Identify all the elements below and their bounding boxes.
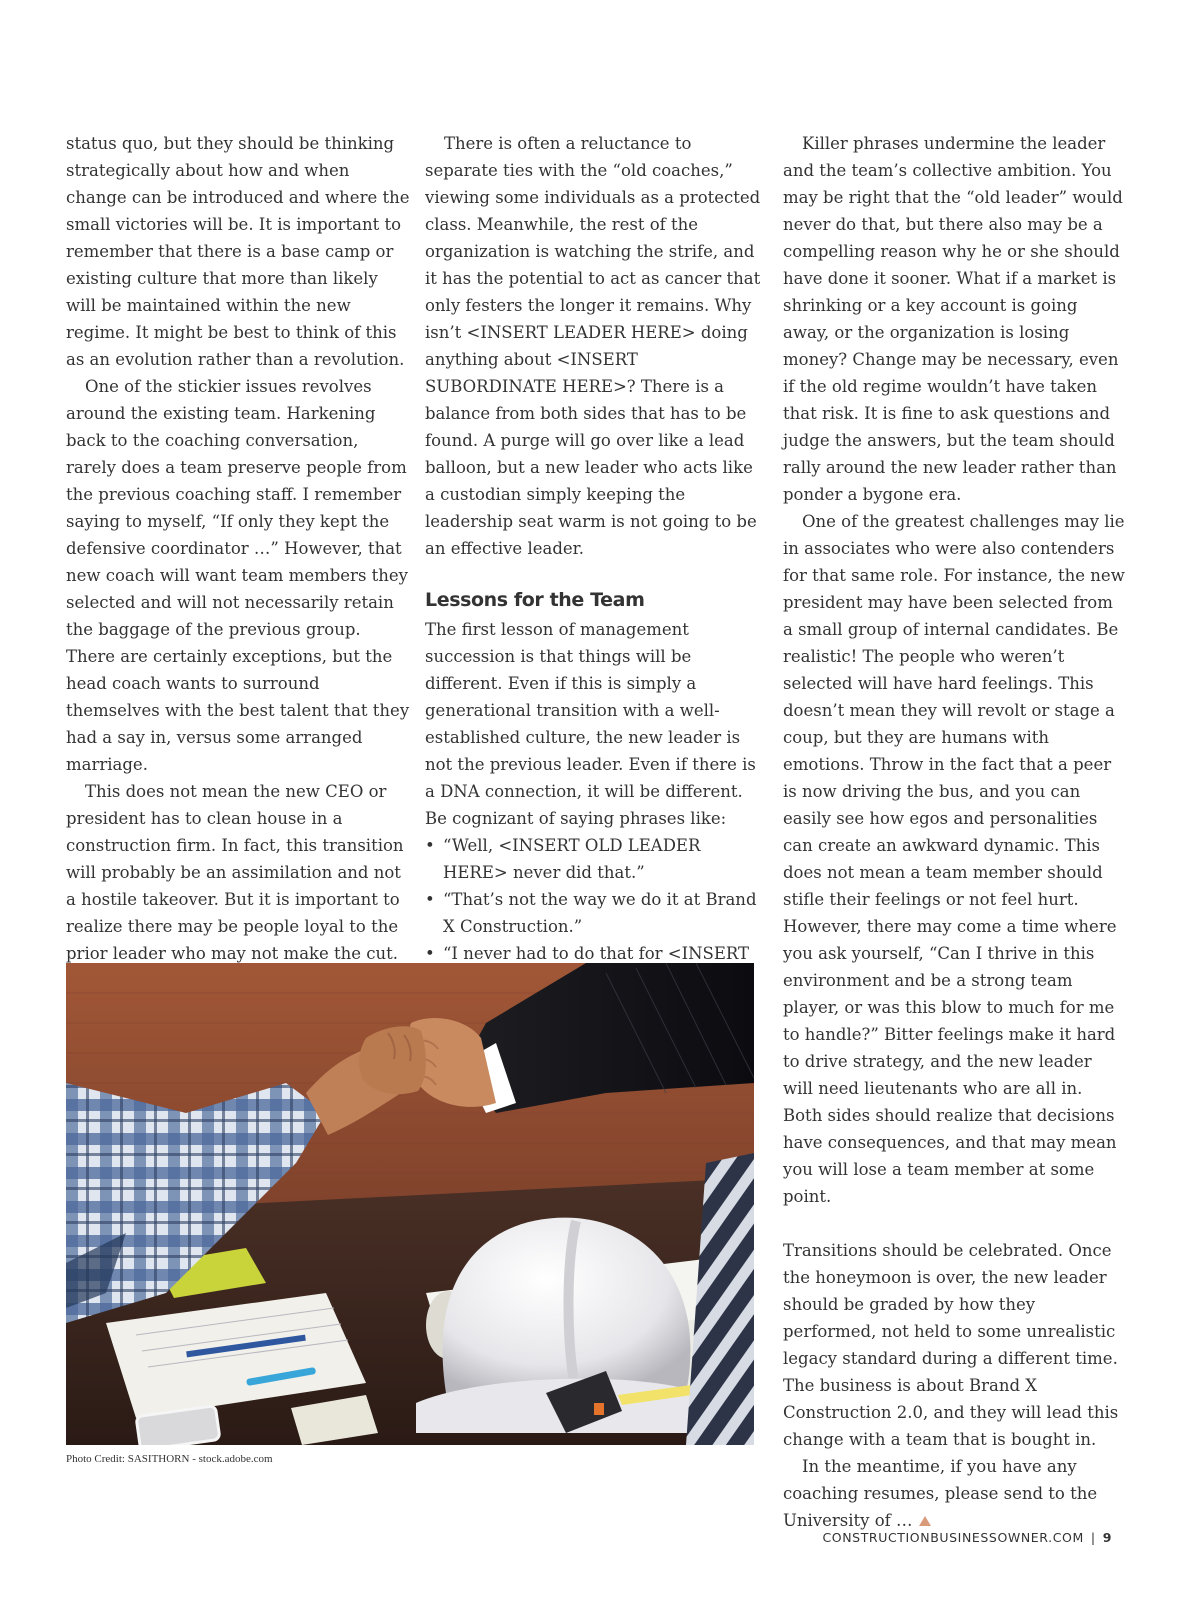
paragraph: There is often a reluctance to separate ties with the “old coaches,” viewing some individuals as a protected class. Meanwhile, the rest of the organization is watching the strife, and it has the potential to act as cancer that only festers the longer it remains. Why isn’t <INSERT LEADER HERE> doing anything about <INSERT SUBORDINATE HERE>? There is a balance from both sides that has to be found. A purge will go over like a lead balloon, but a new leader who acts like a custodian simply keeping the leadership seat warm is not going to be an effective leader. [425, 134, 761, 558]
fist-bump-photo [66, 963, 754, 1445]
paragraph: Killer phrases undermine the leader and the team’s collective ambition. You may be right that the “old leader” would never do that, but there also may be a compelling reason why he or she should have done it sooner. What if a market is shrinking or a key account is going away, or the organization is losing money? Change may be necessary, even if the old regime wouldn’t have taken that risk. It is fine to ask questions and judge the answers, but the team should rally around the new leader rather than ponder a bygone era. [783, 134, 1123, 504]
paragraph: One of the stickier issues revolves around the existing team. Harkening back to the coaching conversation, rarely does a team preserve people from the previous coaching staff. I remember saying to myself, “If only they kept the defensive coordinator …” However, that new coach will want team members they selected and will not necessarily retain the baggage of the previous group. There are certainly exceptions, but the head coach wants to surround themselves with the best talent that they had a say in, versus some arranged marriage. [66, 377, 410, 774]
photo-credit: Photo Credit: SASITHORN - stock.adobe.com [66, 1453, 273, 1465]
paragraph: One of the greatest challenges may lie in associates who were also contenders for that same role. For instance, the new president may have been selected from a small group of internal candidates. Be realistic! The people who weren’t selected will have hard feelings. This doesn’t mean they will revolt or stage a coup, but they are humans with emotions. Throw in the fact that a peer is now driving the bus, and you can easily see how egos and personalities can create an awkward dynamic. This does not mean a team member should stifle their feelings or not feel hurt. However, there may come a time where you ask yourself, “Can I thrive in this environment and be a strong team player, or was this blow to much for me to handle?” Bitter feelings make it hard to drive strategy, and the new leader will need lieutenants who are all in. Both sides should realize that decisions have consequences, and that may mean you will lose a team member at some point. [783, 512, 1125, 1206]
paragraph: status quo, but they should be thinking strategically about how and when change can be introduced and where the small victories will be. It is important to remember that there is a base camp or existing culture that more than likely will be maintained within the new regime. It might be best to think of this as an evolution rather than a revolution. [66, 134, 410, 369]
column-3 [783, 130, 1125, 1534]
page-footer [822, 1530, 1112, 1545]
paragraph [783, 1453, 1125, 1534]
bullet-icon: • [425, 836, 435, 855]
list-item-text: “That’s not the way we do it at Brand X Construction.” [443, 890, 757, 936]
paragraph-spacer [783, 1210, 1125, 1237]
page-number: 9 [1102, 1530, 1112, 1545]
paragraph: This does not mean the new CEO or president has to clean house in a construction firm. In fact, this transition will probably be an assimilation and not a hostile takeover. But it is important to realize there may be people loyal to the prior leader who may not make the cut. [66, 782, 404, 963]
column-1 [66, 130, 412, 967]
bullet-icon: • [425, 944, 435, 963]
bullet-icon: • [425, 890, 435, 909]
paragraph: Transitions should be celebrated. Once the honeymoon is over, the new leader should be graded by how they performed, not held to some unrealistic legacy standard during a different time. The business is about Brand X Construction 2.0, and they will lead this change with a team that is bought in. [783, 1241, 1119, 1449]
fist-bump-illustration [66, 963, 754, 1445]
section-heading: Lessons for the Team [425, 589, 645, 611]
list-item [425, 886, 767, 940]
footer-separator: | [1090, 1530, 1096, 1545]
final-paragraph-text: In the meantime, if you have any coaching resumes, please send to the University of … [783, 1457, 1098, 1530]
list-item-text: “Well, <INSERT OLD LEADER HERE> never did that.” [443, 836, 701, 882]
paragraph: The first lesson of management succession is that things will be different. Even if this is simply a generational transition with a well-established culture, the new leader is not the previous leader. Even if there is a DNA connection, it will be different. Be cognizant of saying phrases like: [425, 620, 756, 828]
website-link[interactable]: CONSTRUCTIONBUSINESSOWNER.COM [822, 1530, 1084, 1545]
column-2 [425, 130, 767, 994]
list-item-text: “I never had to do that for <INSERT [443, 944, 750, 963]
list-item [425, 832, 767, 886]
end-of-article-icon [919, 1516, 931, 1526]
